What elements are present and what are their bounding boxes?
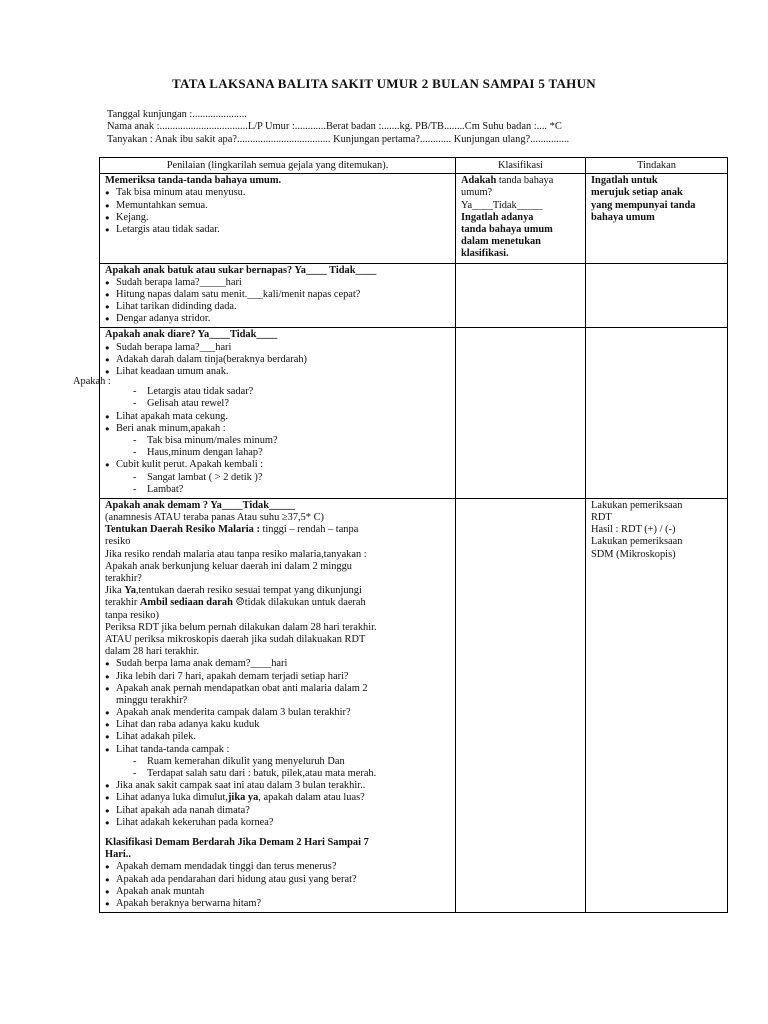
paragraph-line: terakhir? xyxy=(105,573,142,585)
sub-list-item: - Ruam kemerahan dikulit yang menyeluruh Dan xyxy=(105,756,450,768)
klasifikasi-text: tanda bahaya xyxy=(496,175,554,187)
section-heading: Apakah anak batuk atau sukar bernapas? Ya____ Tidak____ xyxy=(105,264,377,276)
emphasis-text: Ambil sediaan darah xyxy=(139,597,233,609)
klasifikasi-cough xyxy=(456,263,586,328)
table-row-cough xyxy=(100,263,728,328)
paragraph-text: tidak dilakukan untuk daerah xyxy=(244,597,366,609)
tindakan-danger-signs xyxy=(586,174,728,263)
tindakan-text: Lakukan pemeriksaan xyxy=(591,536,683,548)
klasifikasi-note: dalam menetukan xyxy=(461,236,541,248)
penilaian-cough xyxy=(100,263,456,328)
tindakan-diarrhea xyxy=(586,328,728,498)
klasifikasi-keyword: Adakah xyxy=(461,175,497,187)
list-item: ● Apakah beraknya berwarna hitam? xyxy=(105,898,450,910)
list-item: ● Lihat tarikan didinding dada. xyxy=(105,301,450,313)
table-row-diarrhea xyxy=(100,328,728,498)
klasifikasi-note: klasifikasi. xyxy=(461,248,509,260)
section-heading: Apakah anak demam ? Ya____Tidak_____ xyxy=(105,499,295,511)
dengue-heading: Klasifikasi Demam Berdarah Jika Demam 2 Hari Sampai 7 xyxy=(105,836,369,848)
list-item: ● Apakah anak menderita campak dalam 3 bulan terakhir? xyxy=(105,707,450,719)
list-item: ● Lihat adakah kekeruhan pada kornea? xyxy=(105,817,450,829)
sub-list-item: - Lambat? xyxy=(105,484,450,496)
tindakan-text: SDM (Mikroskopis) xyxy=(591,548,676,560)
klasifikasi-fever xyxy=(456,498,586,912)
anamnesis-note: (anamnesis ATAU teraba panas Atau suhu ≥37,5* C) xyxy=(105,512,324,524)
list-item: ● Lihat tanda-tanda campak : xyxy=(105,744,450,756)
list-item: ● Sudah berapa lama?_____hari xyxy=(105,277,450,289)
paragraph-line: tanpa resiko) xyxy=(105,609,159,621)
list-item: ● Kejang. xyxy=(105,212,450,224)
list-item: ● Lihat dan raba adanya kaku kuduk xyxy=(105,719,450,731)
list-item: ● Adakah darah dalam tinja(beraknya berdarah) xyxy=(105,354,450,366)
klasifikasi-text: umum? xyxy=(461,187,493,199)
emphasis-text: Ya xyxy=(124,585,136,597)
tindakan-text: RDT xyxy=(591,512,612,524)
list-item: ● Letargis atau tidak sadar. xyxy=(105,224,450,236)
list-item: ● Apakah anak muntah xyxy=(105,886,450,898)
list-item: ● Hitung napas dalam satu menit.___kali/menit napas cepat? xyxy=(105,289,450,301)
table-row-danger-signs xyxy=(100,174,728,263)
sub-list-item: - Terdapat salah satu dari : batuk, pilek,atau mata merah. xyxy=(105,768,450,780)
list-item: ● Apakah ada pendarahan dari hidung atau gusi yang berat? xyxy=(105,874,450,886)
list-item: ● Dengar adanya stridor. xyxy=(105,313,450,325)
header-klasifikasi: Klasifikasi xyxy=(456,158,586,174)
tindakan-text: Ingatlah untuk xyxy=(591,175,658,187)
malaria-risk-options: tinggi – rendah – tanpa xyxy=(259,524,359,536)
sub-list-item: - Sangat lambat ( > 2 detik )? xyxy=(105,472,450,484)
yes-no-blank: Ya____Tidak_____ xyxy=(461,199,543,211)
sub-list-item: - Letargis atau tidak sadar? xyxy=(105,386,450,398)
tindakan-text: Hasil : RDT (+) / (-) xyxy=(591,524,676,536)
tindakan-text: bahaya umum xyxy=(591,211,655,223)
malaria-risk-heading: Tentukan Daerah Resiko Malaria : xyxy=(105,524,260,536)
klasifikasi-danger-signs xyxy=(456,174,586,263)
klasifikasi-note: tanda bahaya umum xyxy=(461,223,553,235)
penilaian-fever xyxy=(100,498,456,912)
frown-icon: ☹ xyxy=(232,597,245,609)
page-title: TATA LAKSANA BALITA SAKIT UMUR 2 BULAN SAMPAI 5 TAHUN xyxy=(172,76,596,91)
list-item: ● Apakah demam mendadak tinggi dan terus menerus? xyxy=(105,861,450,873)
list-item: ● Lihat keadaan umum anak. xyxy=(105,366,450,378)
list-item: ● Lihat adakah pilek. xyxy=(105,731,450,743)
list-item: ● Lihat apakah ada nanah dimata? xyxy=(105,805,450,817)
assessment-table xyxy=(99,157,728,913)
tindakan-text: yang mempunyai tanda xyxy=(591,199,696,211)
sub-list-item: - Haus,minum dengan lahap? xyxy=(105,447,450,459)
patient-header xyxy=(107,109,727,146)
list-item: ● Memuntahkan semua. xyxy=(105,200,450,212)
dengue-heading: Hari.. xyxy=(105,849,131,861)
list-item: ● Jika anak sakit campak saat ini atau dalam 3 bulan terakhir.. xyxy=(105,780,450,792)
list-item: ● Lihat apakah mata cekung. xyxy=(105,411,450,423)
list-item: ● Jika lebih dari 7 hari, apakah demam terjadi setiap hari? xyxy=(105,671,450,683)
paragraph-line: Apakah anak berkunjung keluar daerah ini dalam 2 minggu xyxy=(105,560,352,572)
paragraph-text: ,tentukan daerah resiko sesuai tempat yang dikunjungi xyxy=(135,585,362,597)
sub-list-item: - Tak bisa minum/males minum? xyxy=(105,435,450,447)
section-heading: Memeriksa tanda-tanda bahaya umum. xyxy=(105,175,282,187)
table-row-fever xyxy=(100,498,728,912)
list-item: ● Tak bisa minum atau menyusu. xyxy=(105,187,450,199)
apakah-label: Apakah : xyxy=(73,376,111,387)
list-item: ● Apakah anak pernah mendapatkan obat anti malaria dalam 2 xyxy=(105,683,450,695)
list-item: ● Cubit kulit perut. Apakah kembali : xyxy=(105,459,450,471)
list-item: ● Beri anak minum,apakah : xyxy=(105,423,450,435)
tindakan-text: merujuk setiap anak xyxy=(591,187,683,199)
list-item: ● Lihat adanya luka dimulut,jika ya, apakah dalam atau luas? xyxy=(105,792,450,804)
section-heading: Apakah anak diare? Ya____Tidak____ xyxy=(105,329,278,341)
list-item: ● Sudah berpa lama anak demam?____hari xyxy=(105,658,450,670)
list-item-continuation: minggu terakhir? xyxy=(116,694,188,706)
penilaian-diarrhea xyxy=(100,328,456,498)
paragraph-line: Periksa RDT jika belum pernah dilakukan dalam 28 hari terakhir. xyxy=(105,621,377,633)
list-item: ● Sudah berapa lama?___hari xyxy=(105,342,450,354)
paragraph-line: Jika resiko rendah malaria atau tanpa resiko malaria,tanyakan : xyxy=(105,548,367,560)
tindakan-cough xyxy=(586,263,728,328)
paragraph-text: Jika xyxy=(105,585,125,597)
table-header-row xyxy=(100,158,728,174)
tindakan-text: Lakukan pemeriksaan xyxy=(591,499,683,511)
header-penilaian: Penilaian (lingkarilah semua gejala yang ditemukan). xyxy=(100,158,456,174)
paragraph-line: ATAU periksa mikroskopis daerah jika sudah dilakuakan RDT xyxy=(105,633,366,645)
header-tindakan: Tindakan xyxy=(586,158,728,174)
malaria-risk-options: resiko xyxy=(105,536,131,548)
tindakan-fever xyxy=(586,498,728,912)
visit-date-line: Tanggal kunjungan :..................... xyxy=(107,109,247,120)
sub-list-item: - Gelisah atau rewel? xyxy=(105,398,450,410)
klasifikasi-note: Ingatlah adanya xyxy=(461,211,534,223)
paragraph-line: dalam 28 hari terakhir. xyxy=(105,646,200,658)
complaint-line: Tanyakan : Anak ibu sakit apa?.................................... Kunjungan pertama?............ Kunjungan ulang?............... xyxy=(107,133,570,145)
klasifikasi-diarrhea xyxy=(456,328,586,498)
paragraph-text: terakhir xyxy=(105,597,140,609)
penilaian-danger-signs xyxy=(100,174,456,263)
patient-identity-line: Nama anak :..................................L/P Umur :............Berat badan :.......kg. PB/TB........Cm Suhu badan :.... *C xyxy=(107,121,562,133)
